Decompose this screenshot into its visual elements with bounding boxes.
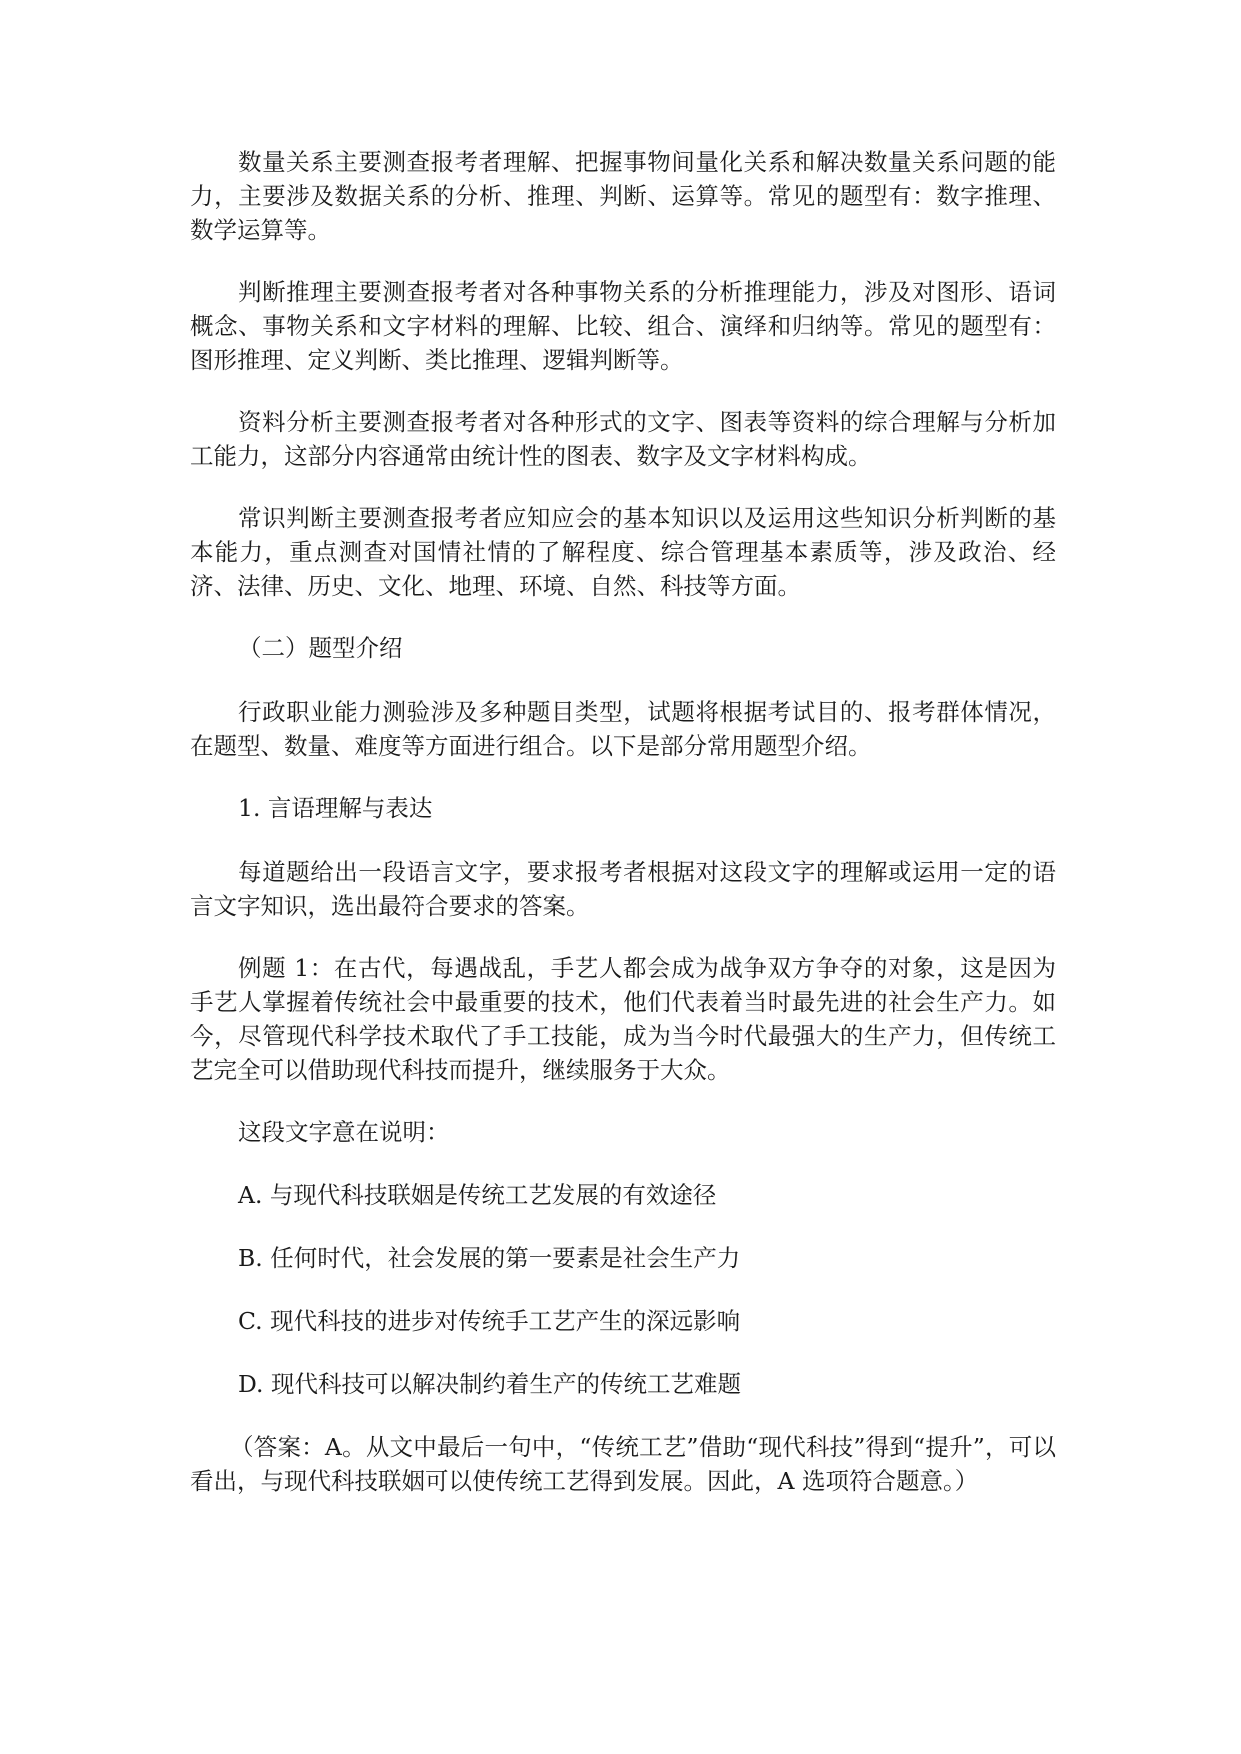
- option-b: B. 任何时代，社会发展的第一要素是社会生产力: [238, 1244, 741, 1272]
- option-d: D. 现代科技可以解决制约着生产的传统工艺难题: [238, 1370, 741, 1398]
- para-common-sense: 常识判断主要测查报考者应知应会的基本知识以及运用这些知识分析判断的基本能力，重点测查对国情社情的了解程度、综合管理基本素质等，涉及政治、经济、法律、历史、文化、地理、环境、自然、科技等方面。: [190, 504, 1056, 600]
- heading-verbal: 1. 言语理解与表达: [238, 794, 433, 822]
- para-judgment-reasoning: 判断推理主要测查报考者对各种事物关系的分析推理能力，涉及对图形、语词概念、事物关系和文字材料的理解、比较、组合、演绎和归纳等。常见的题型有：图形推理、定义判断、类比推理、逻辑判断等。: [190, 278, 1056, 374]
- para-question-stem: 这段文字意在说明：: [238, 1118, 450, 1146]
- heading-question-types: （二）题型介绍: [238, 634, 403, 662]
- option-a: A. 与现代科技联姻是传统工艺发展的有效途径: [238, 1181, 717, 1209]
- para-types-intro: 行政职业能力测验涉及多种题目类型，试题将根据考试目的、报考群体情况，在题型、数量、难度等方面进行组合。以下是部分常用题型介绍。: [190, 698, 1056, 760]
- para-example-1: 例题 1：在古代，每遇战乱，手艺人都会成为战争双方争夺的对象，这是因为手艺人掌握着传统社会中最重要的技术，他们代表着当时最先进的社会生产力。如今，尽管现代科学技术取代了手工技能，成为当今时代最强大的生产力，但传统工艺完全可以借助现代科技而提升，继续服务于大众。: [190, 954, 1056, 1084]
- para-verbal-desc: 每道题给出一段语言文字，要求报考者根据对这段文字的理解或运用一定的语言文字知识，选出最符合要求的答案。: [190, 858, 1056, 920]
- para-answer: （答案：A。从文中最后一句中，“传统工艺”借助“现代科技”得到“提升”，可以看出，与现代科技联姻可以使传统工艺得到发展。因此，A 选项符合题意。）: [190, 1433, 1056, 1495]
- document-page: [190, 145, 1056, 1526]
- para-data-analysis: 资料分析主要测查报考者对各种形式的文字、图表等资料的综合理解与分析加工能力，这部分内容通常由统计性的图表、数字及文字材料构成。: [190, 408, 1056, 470]
- option-c: C. 现代科技的进步对传统手工艺产生的深远影响: [238, 1307, 741, 1335]
- para-quantitative-relations: 数量关系主要测查报考者理解、把握事物间量化关系和解决数量关系问题的能力，主要涉及数据关系的分析、推理、判断、运算等。常见的题型有：数字推理、数学运算等。: [190, 148, 1056, 244]
